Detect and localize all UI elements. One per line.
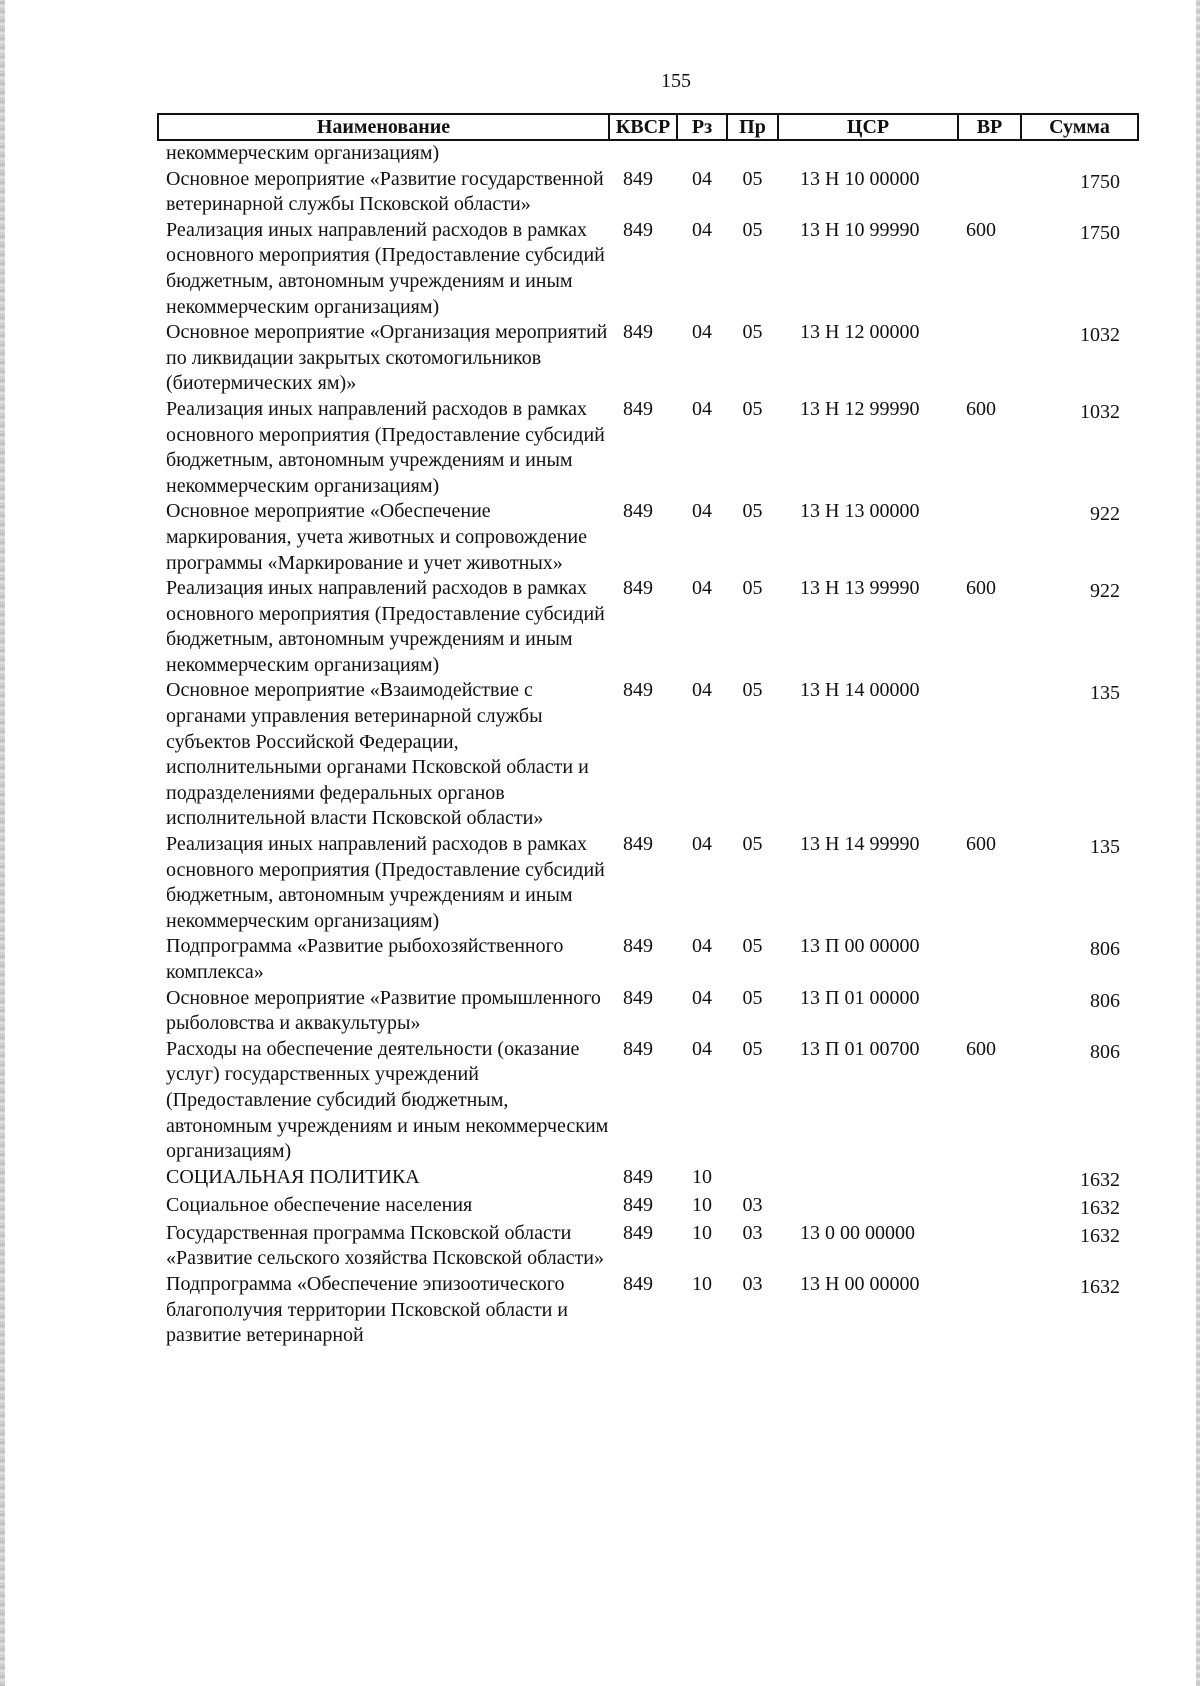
row-vr: [958, 167, 1021, 218]
row-vr: [958, 1165, 1021, 1193]
row-rz: 04: [692, 397, 712, 420]
row-pr: 05: [742, 397, 763, 420]
row-csr: 13 Н 10 00000: [800, 167, 920, 190]
row-kvsr: 849: [623, 167, 653, 190]
row-vr: [958, 320, 1021, 397]
row-kvsr: [609, 140, 677, 167]
row-pr: 05: [742, 500, 763, 523]
row-pr: 03: [742, 1193, 763, 1216]
table-row: [158, 1165, 1138, 1193]
table-row: [158, 1221, 1138, 1272]
row-name: Социальное обеспечение населения: [166, 1193, 473, 1216]
row-pr: 05: [742, 321, 763, 344]
row-name: Основное мероприятие «Развитие промышленного рыболовства и аквакультуры»: [166, 986, 601, 1035]
table-header: [158, 114, 1138, 140]
row-pr: [727, 1165, 778, 1193]
row-vr: [958, 986, 1021, 1037]
row-rz: 04: [692, 167, 712, 190]
row-pr: 03: [742, 1221, 763, 1244]
row-kvsr: 849: [623, 218, 653, 241]
row-pr: 05: [742, 1037, 763, 1060]
row-name: Подпрограмма «Развитие рыбохозяйственного комплекса»: [166, 935, 564, 983]
row-vr: [958, 1193, 1021, 1221]
scan-right-edge: [1196, 0, 1200, 1686]
row-vr: 600: [966, 397, 996, 420]
row-sum: 1632: [1080, 1168, 1120, 1191]
row-csr: [778, 140, 958, 167]
table-row: [158, 576, 1138, 678]
table-row: [158, 1193, 1138, 1221]
row-csr: 13 0 00 00000: [800, 1221, 915, 1244]
table-row: [158, 140, 1138, 167]
header-rz: Рз: [677, 114, 727, 140]
row-rz: 10: [692, 1221, 712, 1244]
row-sum: 806: [1090, 938, 1120, 961]
row-name: Подпрограмма «Обеспечение эпизоотического благополучия территории Псковской области и развитие ветеринарной: [166, 1272, 569, 1347]
page-number: 155: [661, 70, 691, 92]
row-name: Основное мероприятие «Развитие государственной ветеринарной службы Псковской области»: [166, 167, 604, 216]
row-sum: 1032: [1080, 324, 1120, 347]
row-sum: 1632: [1080, 1275, 1120, 1298]
row-pr: 03: [742, 1272, 763, 1295]
row-name: Реализация иных направлений расходов в рамках основного мероприятия (Предоставление субсидий бюджетным, автономным учреждениям и иным некоммерческим организациям): [166, 833, 605, 932]
row-name: Основное мероприятие «Взаимодействие с органами управления ветеринарной службы субъектов Российской Федерации, исполнительными органами Псковской области и подразделениями федеральных органов исполнительной власти Псковской области»: [166, 679, 589, 830]
row-kvsr: 849: [623, 1272, 653, 1295]
row-sum: 1632: [1080, 1196, 1120, 1219]
table-row: [158, 320, 1138, 397]
row-kvsr: 849: [623, 833, 653, 856]
row-rz: 04: [692, 577, 712, 600]
row-name: Реализация иных направлений расходов в рамках основного мероприятия (Предоставление субсидий бюджетным, автономным учреждениям и иным некоммерческим организациям): [166, 218, 605, 318]
header-csr: ЦСР: [778, 114, 958, 140]
row-rz: 04: [692, 679, 712, 702]
row-rz: 04: [692, 321, 712, 344]
table-body: [158, 140, 1138, 1349]
row-rz: 10: [692, 1272, 712, 1295]
header-sum: Сумма: [1021, 114, 1138, 140]
row-vr: [958, 1272, 1021, 1349]
row-kvsr: 849: [623, 935, 653, 958]
header-kvsr: КВСР: [609, 114, 677, 140]
row-sum: 1750: [1080, 170, 1120, 193]
table-row: [158, 1272, 1138, 1349]
row-pr: 05: [742, 218, 763, 241]
header-name: Наименование: [158, 114, 609, 140]
row-csr: 13 П 01 00000: [800, 986, 920, 1009]
row-rz: [677, 140, 727, 167]
row-csr: [778, 1165, 958, 1193]
row-name: Реализация иных направлений расходов в рамках основного мероприятия (Предоставление субсидий бюджетным, автономным учреждениям и иным некоммерческим организациям): [166, 577, 605, 676]
row-csr: 13 П 00 00000: [800, 935, 920, 958]
row-name: СОЦИАЛЬНАЯ ПОЛИТИКА: [166, 1165, 420, 1188]
row-name: Основное мероприятие «Организация мероприятий по ликвидации закрытых скотомогильников (биотермических ям)»: [166, 321, 608, 395]
row-sum: 922: [1090, 503, 1120, 526]
row-sum: 1632: [1080, 1224, 1120, 1247]
table-row: [158, 832, 1138, 934]
row-pr: 05: [742, 577, 763, 600]
row-kvsr: 849: [623, 577, 653, 600]
budget-table: [157, 113, 1139, 1349]
row-vr: [958, 678, 1021, 832]
row-kvsr: 849: [623, 986, 653, 1009]
row-csr: 13 Н 14 00000: [800, 679, 920, 702]
row-rz: 04: [692, 500, 712, 523]
table-row: [158, 397, 1138, 499]
row-rz: 04: [692, 986, 712, 1009]
row-kvsr: 849: [623, 1193, 653, 1216]
row-rz: 10: [692, 1165, 712, 1188]
row-csr: [778, 1193, 958, 1221]
row-pr: [727, 140, 778, 167]
row-rz: 04: [692, 833, 712, 856]
row-kvsr: 849: [623, 679, 653, 702]
header-pr: Пр: [727, 114, 778, 140]
row-name: Государственная программа Псковской области «Развитие сельского хозяйства Псковской области»: [166, 1221, 604, 1270]
row-rz: 10: [692, 1193, 712, 1216]
row-sum: [1021, 140, 1138, 167]
row-sum: 806: [1090, 1040, 1120, 1063]
row-name: Основное мероприятие «Обеспечение маркирования, учета животных и сопровождение программы «Маркирование и учет животных»: [166, 500, 587, 574]
row-rz: 04: [692, 1037, 712, 1060]
row-sum: 135: [1090, 682, 1120, 705]
row-csr: 13 Н 10 99990: [800, 218, 920, 241]
row-vr: [958, 934, 1021, 985]
row-sum: 135: [1090, 836, 1120, 859]
row-pr: 05: [742, 935, 763, 958]
row-kvsr: 849: [623, 500, 653, 523]
row-vr: [958, 140, 1021, 167]
row-rz: 04: [692, 218, 712, 241]
row-pr: 05: [742, 833, 763, 856]
row-vr: 600: [966, 577, 996, 600]
row-kvsr: 849: [623, 1037, 653, 1060]
row-vr: [958, 1221, 1021, 1272]
row-sum: 1750: [1080, 221, 1120, 244]
row-sum: 922: [1090, 580, 1120, 603]
row-csr: 13 П 01 00700: [800, 1037, 920, 1060]
header-vr: ВР: [958, 114, 1021, 140]
row-pr: 05: [742, 167, 763, 190]
table-row: [158, 678, 1138, 832]
row-vr: 600: [966, 833, 996, 856]
row-sum: 1032: [1080, 400, 1120, 423]
row-rz: 04: [692, 935, 712, 958]
row-name: Реализация иных направлений расходов в рамках основного мероприятия (Предоставление субсидий бюджетным, автономным учреждениям и иным некоммерческим организациям): [166, 397, 605, 497]
row-csr: 13 Н 12 00000: [800, 321, 920, 344]
row-pr: 05: [742, 679, 763, 702]
table-row: [158, 499, 1138, 576]
row-vr: 600: [966, 218, 996, 241]
table-row: [158, 1037, 1138, 1165]
row-name: некоммерческим организациям): [166, 142, 440, 164]
scan-left-edge: [0, 0, 5, 1686]
row-vr: 600: [966, 1037, 996, 1060]
row-pr: 05: [742, 986, 763, 1009]
row-csr: 13 Н 13 00000: [800, 500, 920, 523]
row-kvsr: 849: [623, 397, 653, 420]
table-row: [158, 986, 1138, 1037]
table-row: [158, 934, 1138, 985]
row-csr: 13 Н 00 00000: [800, 1272, 920, 1295]
row-kvsr: 849: [623, 1165, 653, 1188]
row-csr: 13 Н 13 99990: [800, 577, 920, 600]
row-name: Расходы на обеспечение деятельности (оказание услуг) государственных учреждений (Предоставление субсидий бюджетным, автономным учреждениям и иным некоммерческим организациям): [166, 1037, 609, 1163]
row-csr: 13 Н 14 99990: [800, 833, 920, 856]
row-sum: 806: [1090, 989, 1120, 1012]
table-row: [158, 218, 1138, 320]
row-vr: [958, 499, 1021, 576]
row-kvsr: 849: [623, 1221, 653, 1244]
table-row: [158, 167, 1138, 218]
row-csr: 13 Н 12 99990: [800, 397, 920, 420]
row-kvsr: 849: [623, 321, 653, 344]
